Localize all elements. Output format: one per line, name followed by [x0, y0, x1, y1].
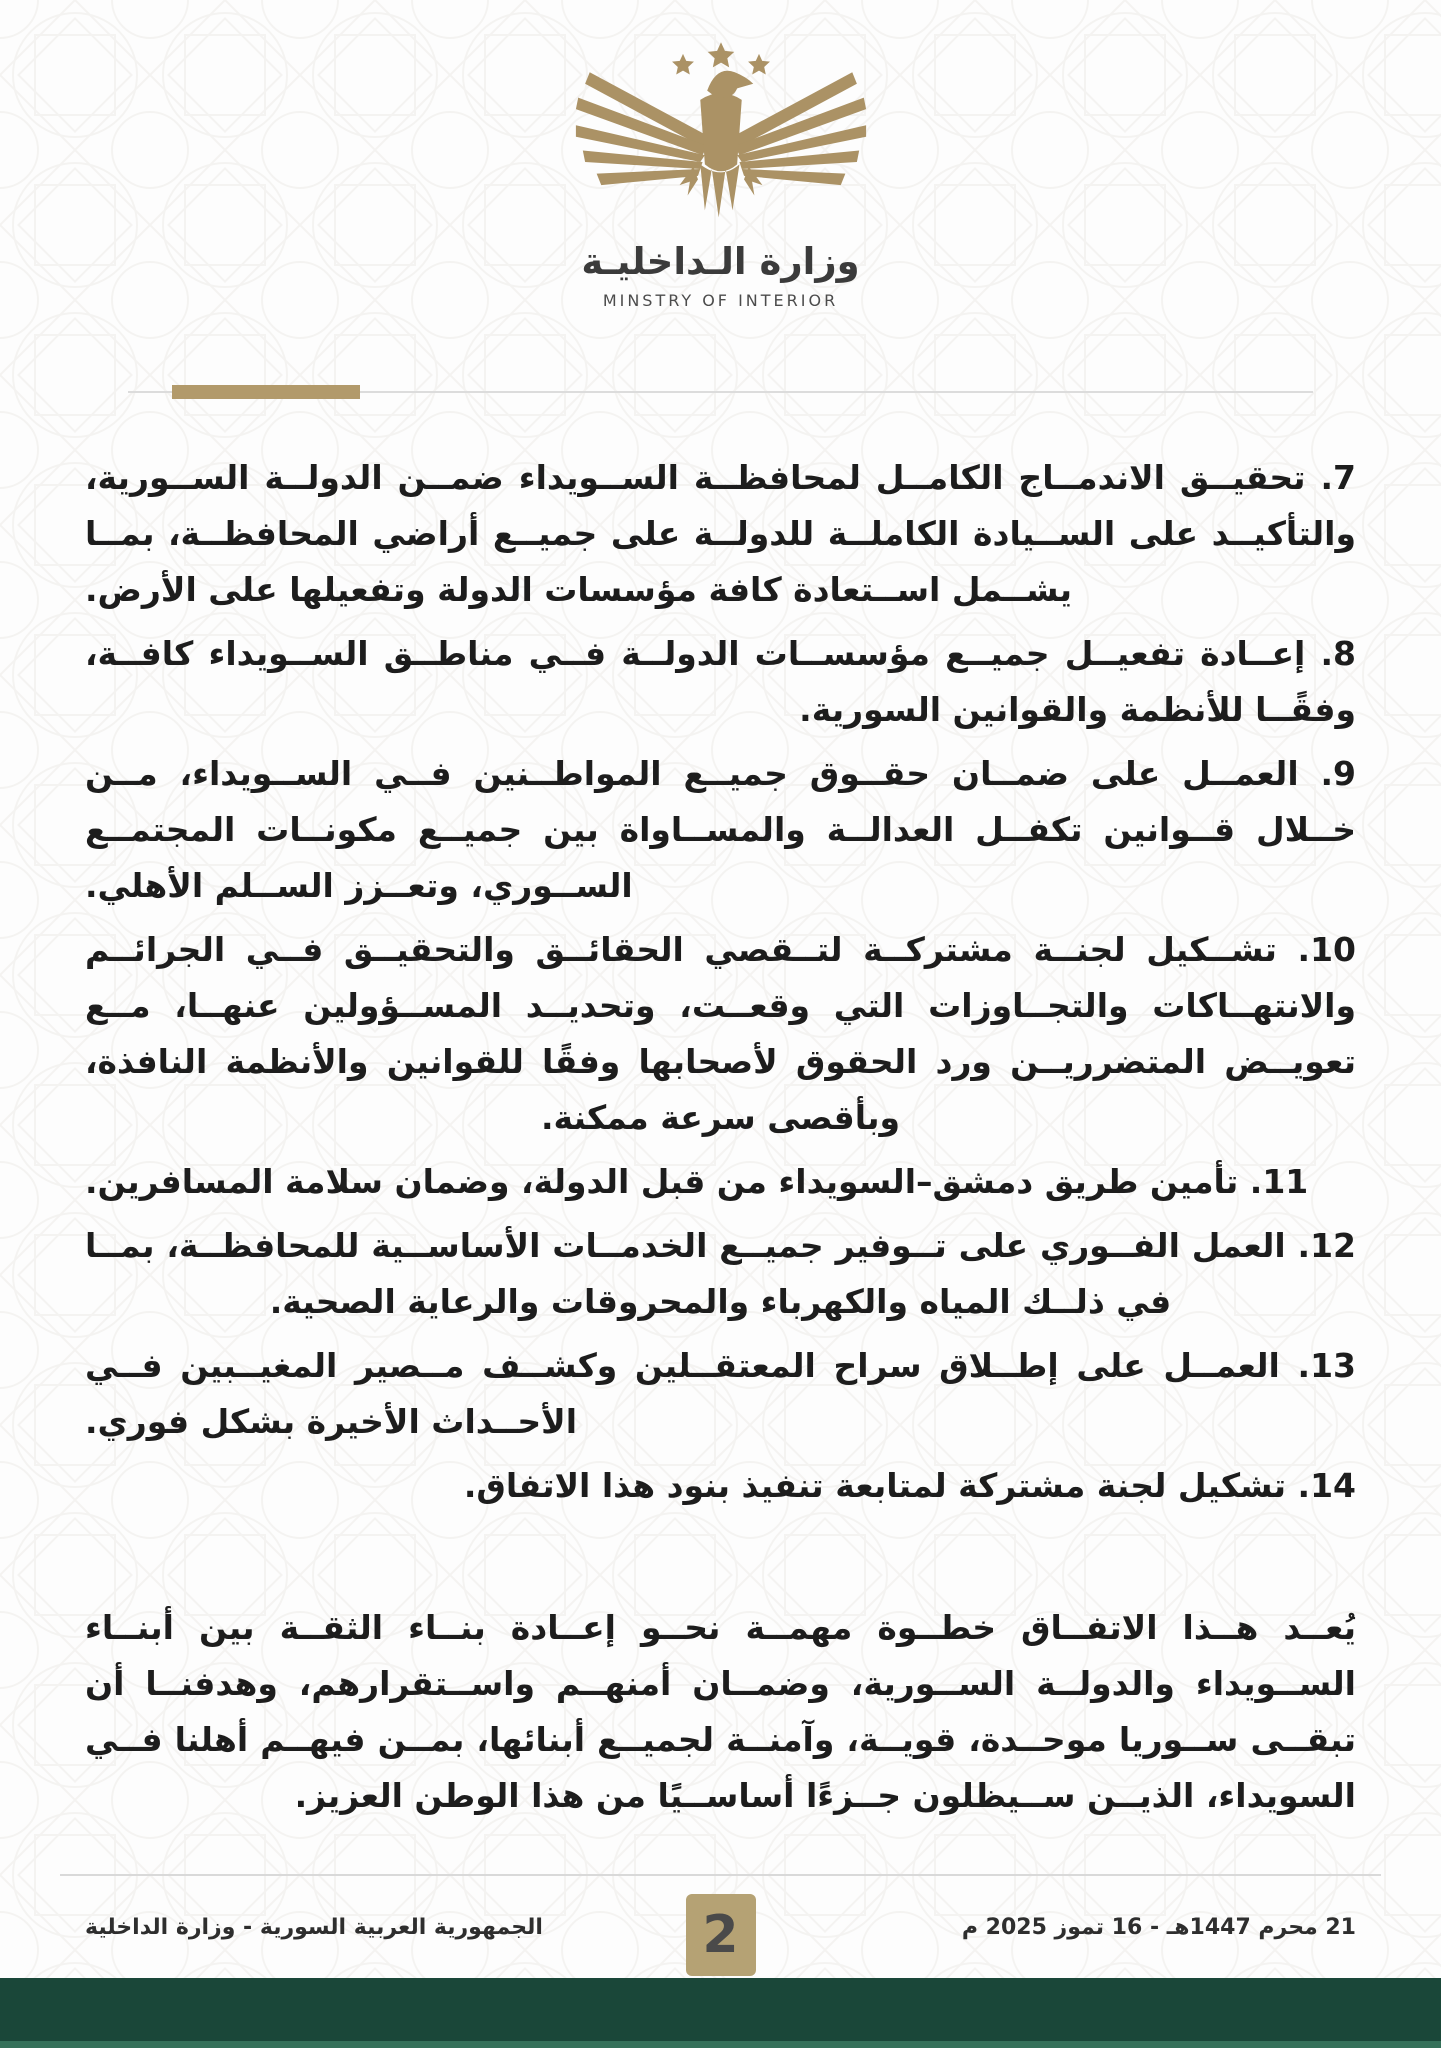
ministry-name-arabic: وزارة الـداخليـة	[581, 240, 860, 283]
footer-separator	[60, 1874, 1381, 1876]
agreement-item-7: 7. تحقيــق الاندمــاج الكامــل لمحافظــة الســويداء ضمــن الدولــة الســورية، والتأكيــد على الســيادة الكاملــة للدولــة على جميــع أراضي المحافظــة، بمــا يشــمل اســتعادة كافة مؤسسات الدولة وتفعيلها على الأرض.	[85, 458, 1356, 609]
agreement-items	[85, 450, 1356, 1832]
emblem-right-wing	[732, 72, 866, 185]
footer-green-band	[0, 1978, 1441, 2048]
footer-entity-line: الجمهورية العربية السورية - وزارة الداخلية	[85, 1915, 543, 1940]
eagle-emblem-icon	[571, 40, 871, 230]
emblem-tail	[700, 164, 739, 217]
ministry-name-english: MINSTRY OF INTERIOR	[602, 291, 839, 310]
gold-divider-bar	[172, 385, 360, 399]
agreement-item-10: 10. تشــكيل لجنــة مشتركــة لتــقصي الحقائــق والتحقيــق فــي الجرائــم والانتهــاكات والتجــاوزات التي وقعــت، وتحديــد المســؤولين عنهــا، مــع تعويــض المتضرريــن ورد الحقوق لأصحابها وفقًا للقوانين والأنظمة النافذة، وبأقصى سرعة ممكنة.	[85, 930, 1356, 1137]
agreement-item-8: 8. إعــادة تفعيــل جميــع مؤسســات الدولــة فــي مناطــق الســويداء كافــة، وفقًــا للأنظمة والقوانين السورية.	[85, 634, 1356, 729]
agreement-item-13: 13. العمــل على إطــلاق سراح المعتقــلين وكشــف مــصير المغيــبين فــي الأحــداث الأخيرة بشكل فوري.	[85, 1346, 1356, 1441]
header-divider-line	[128, 391, 1313, 393]
closing-paragraph: يُعــد هــذا الاتفــاق خطــوة مهمــة نحــو إعــادة بنــاء الثقــة بين أبنــاء الســويداء والدولــة الســورية، وضمــان أمنهــم واســتقرارهم، وهدفنــا أن تبقــى ســوريا موحــدة، قويــة، وآمنــة لجميــع أبنائها، بمــن فيهــم أهلنا فــي السويداء، الذيــن ســيظلون جــزءًا أساســيًا من هذا الوطن العزيز.	[85, 1608, 1356, 1815]
ministry-header	[0, 0, 1441, 310]
footer-date-line: 21 محرم 1447هـ - 16 تموز 2025 م	[961, 1915, 1356, 1940]
footer-green-band-accent	[0, 2041, 1441, 2048]
page-number-badge	[686, 1894, 756, 1976]
page-number: 2	[702, 1905, 739, 1965]
agreement-item-14: 14. تشكيل لجنة مشتركة لمتابعة تنفيذ بنود هذا الاتفاق.	[463, 1466, 1356, 1505]
emblem-body	[700, 93, 741, 171]
agreement-item-12: 12. العمل الفــوري على تــوفير جميــع الخدمــات الأساســية للمحافظــة، بمــا في ذلــك المياه والكهرباء والمحروقات والرعاية الصحية.	[85, 1226, 1356, 1321]
emblem-stars	[672, 42, 770, 74]
emblem-left-wing	[575, 72, 709, 185]
agreement-item-11: 11. تأمين طريق دمشق–السويداء من قبل الدولة، وضمان سلامة المسافرين.	[85, 1162, 1309, 1201]
emblem-head	[707, 71, 753, 98]
agreement-item-9: 9. العمــل على ضمــان حقــوق جميــع المواطــنين فــي الســويداء، مــن خــلال قــوانين تكفــل العدالــة والمســاواة بين جميــع مكونــات المجتمــع الســوري، وتعــزز الســلم الأهلي.	[85, 754, 1356, 905]
